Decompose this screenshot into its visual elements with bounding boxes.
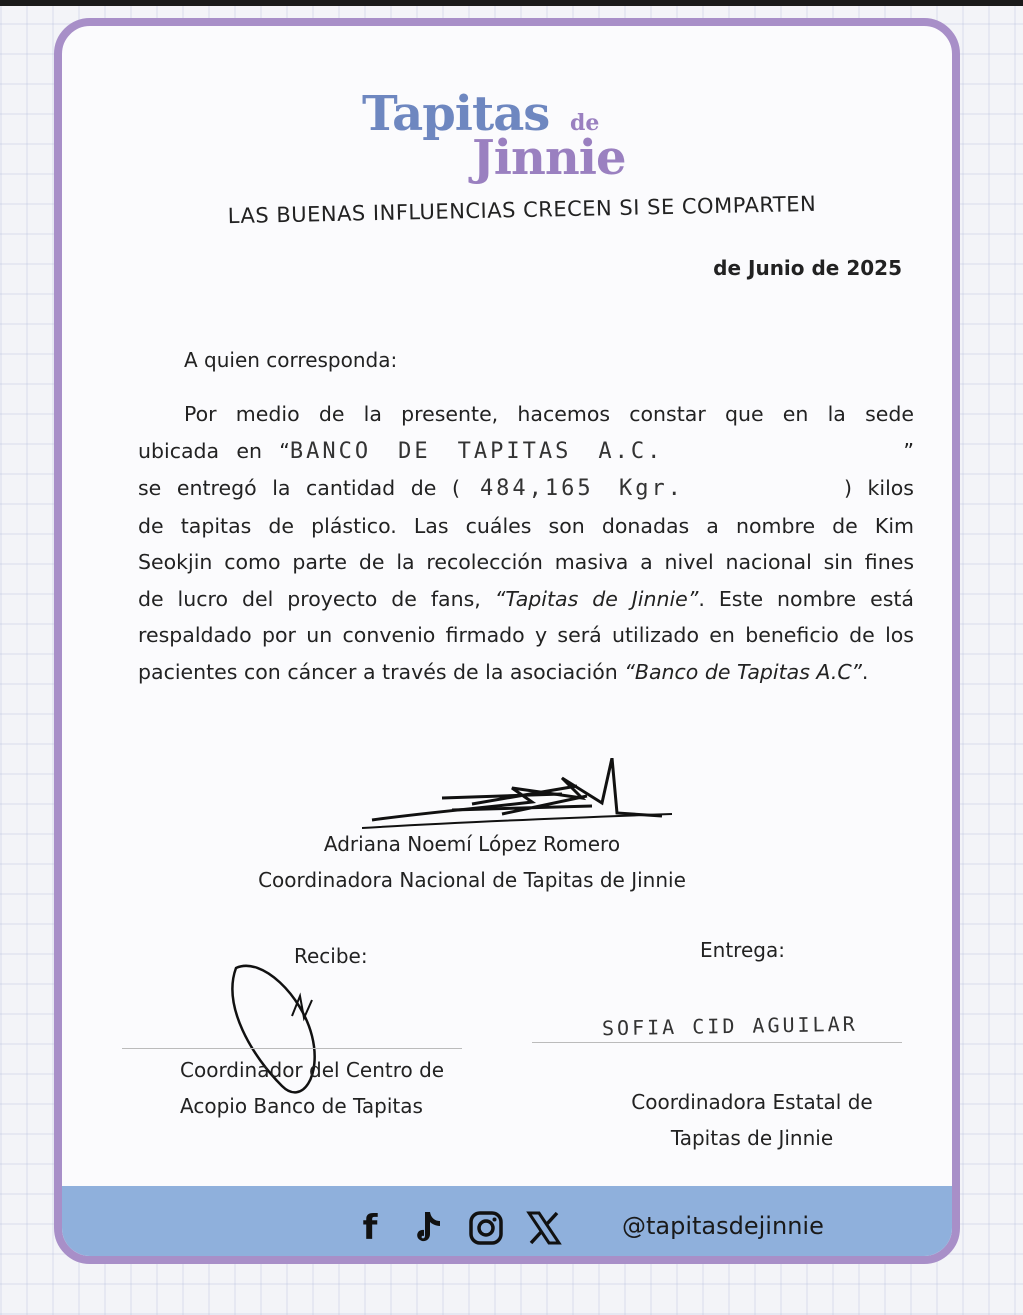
text-fragment: se entregó la cantidad de (	[138, 476, 460, 500]
body-line	[138, 654, 914, 691]
text-fragment: pacientes con cáncer a través de la asociación	[138, 659, 625, 684]
entrega-role-line: Tapitas de Jinnie	[670, 1126, 834, 1150]
logo-de: de	[570, 110, 600, 136]
date: de Junio de 2025	[713, 256, 902, 280]
signatory-name: Adriana Noemí López Romero	[323, 832, 621, 856]
logo-line2: Jinnie	[472, 130, 626, 186]
body-line	[138, 433, 914, 471]
body-line	[138, 470, 914, 508]
handwritten-sede: BANCO DE TAPITAS A.C.	[289, 438, 664, 464]
body-paragraph	[138, 396, 914, 690]
body-line: respaldado por un convenio firmado y será utilizado en beneficio de los	[138, 623, 914, 647]
body-line: Seokjin como parte de la recolección masiva a nivel nacional sin fines	[138, 550, 914, 574]
x-icon[interactable]	[526, 1208, 562, 1248]
recibe-signature-line	[122, 1048, 462, 1049]
text-fragment: ) kilos	[843, 476, 914, 500]
logo-line1: Tapitas	[362, 86, 550, 142]
tiktok-icon[interactable]	[410, 1208, 446, 1248]
entrega-role	[602, 1084, 902, 1156]
entrega-label: Entrega:	[700, 938, 785, 962]
text-fragment: ”	[903, 438, 914, 463]
top-edge	[0, 0, 1023, 6]
salutation: A quien corresponda:	[184, 348, 398, 372]
certificate-card	[54, 18, 960, 1264]
text-fragment: .	[861, 659, 869, 684]
social-icons	[352, 1206, 562, 1250]
text-fragment: de lucro del proyecto de fans,	[138, 586, 495, 611]
body-line: de tapitas de plástico. Las cuáles son donadas a nombre de Kim	[138, 513, 914, 538]
instagram-icon[interactable]	[468, 1208, 504, 1248]
association-name: “Banco de Tapitas A.C”	[624, 659, 862, 684]
recibe-role-line: Coordinador del Centro de	[180, 1058, 445, 1082]
recibe-role-line: Acopio Banco de Tapitas	[180, 1094, 423, 1118]
entrega-handwritten-name: SOFIA CID AGUILAR	[601, 1011, 858, 1041]
recibe-label: Recibe:	[294, 944, 368, 968]
social-handle[interactable]: @tapitasdejinnie	[622, 1212, 824, 1240]
recibe-role	[180, 1052, 500, 1124]
text-fragment: ubicada en “	[138, 438, 290, 463]
body-line: Por medio de la presente, hacemos constar que en la sede	[184, 402, 914, 426]
text-fragment: . Este nombre está	[698, 586, 914, 611]
body-line	[138, 581, 914, 618]
entrega-role-line: Coordinadora Estatal de	[631, 1090, 873, 1114]
handwritten-quantity: 484,165 Kgr.	[479, 476, 684, 501]
signatory-role: Coordinadora Nacional de Tapitas de Jinnie	[258, 868, 686, 892]
tagline: LAS BUENAS INFLUENCIAS CRECEN SI SE COMPARTEN	[227, 191, 817, 229]
entrega-signature-line	[532, 1042, 902, 1043]
logo	[362, 86, 702, 206]
facebook-icon[interactable]: f	[362, 1208, 378, 1248]
project-name: “Tapitas de Jinnie”	[494, 586, 699, 611]
